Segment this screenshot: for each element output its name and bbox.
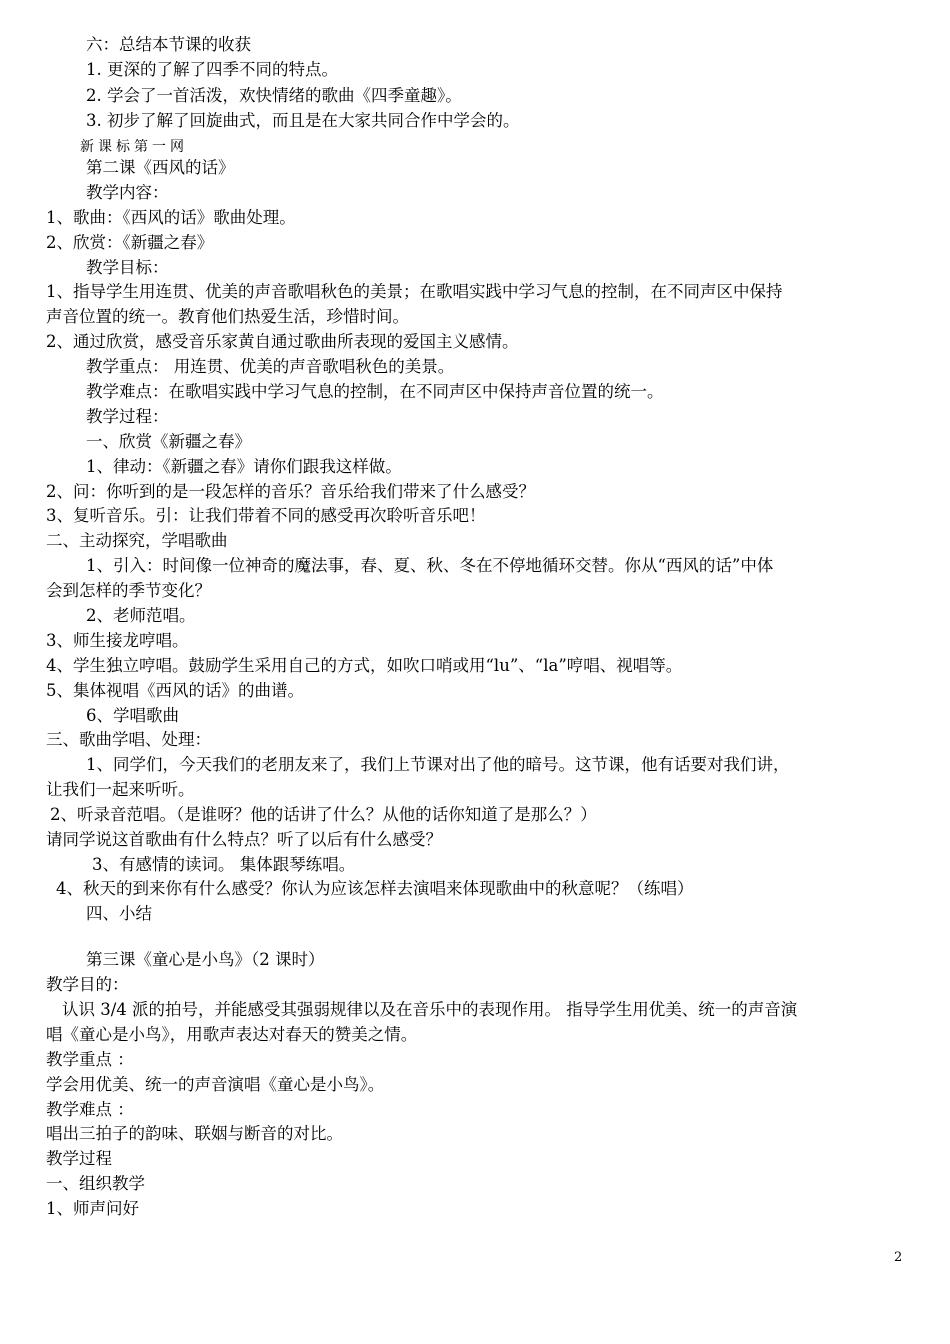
text-line: 1、指导学生用连贯、优美的声音歌唱秋色的美景；在歌唱实践中学习气息的控制，在不同声区中保持 [46, 282, 783, 301]
text-line: 3、复听音乐。引：让我们带着不同的感受再次聆听音乐吧！ [46, 506, 486, 525]
text-line: 4、学生独立哼唱。鼓励学生采用自己的方式，如吹口哨或用“lu”、“la”哼唱、视唱等。 [46, 656, 683, 675]
text-line: 四、小结 [86, 904, 152, 923]
text-line: 教学难点 ： [46, 1100, 134, 1119]
text-line: 2、欣赏：《新疆之春》 [46, 233, 214, 252]
text-line: 教学内容： [86, 183, 169, 202]
text-line: 第二课《西风的话》 [86, 158, 235, 177]
text-line: 教学目的： [46, 975, 129, 994]
text-line: 唱《童心是小鸟》，用歌声表达对春天的赞美之情。 [46, 1025, 418, 1044]
text-line: 教学过程： [86, 407, 169, 426]
text-line: 2. 学会了一首活泼，欢快情绪的歌曲《四季童趣》。 [86, 86, 462, 105]
text-line: 教学难点：在歌唱实践中学习气息的控制，在不同声区中保持声音位置的统一。 [86, 382, 664, 401]
text-line: 让我们一起来听听。 [46, 780, 195, 799]
text-line: 学会用优美、统一的声音演唱《童心是小鸟》。 [46, 1075, 385, 1094]
watermark-text: 新课标第一网 [80, 139, 188, 155]
text-line: 二、主动探究，学唱歌曲 [46, 531, 228, 550]
text-line: 1、同学们，今天我们的老朋友来了，我们上节课对出了他的暗号。这节课，他有话要对我们讲， [86, 755, 790, 774]
text-line: 唱出三拍子的韵味、联姻与断音的对比。 [46, 1124, 343, 1143]
text-line: 1. 更深的了解了四季不同的特点。 [86, 60, 338, 79]
text-line: 2、通过欣赏，感受音乐家黄自通过歌曲所表现的爱国主义感情。 [46, 332, 519, 351]
text-line: 4、秋天的到来你有什么感受？你认为应该怎样去演唱来体现歌曲中的秋意呢？（练唱） [56, 879, 694, 898]
text-line: 教学重点 ： [46, 1050, 134, 1069]
text-line: 声音位置的统一。教育他们热爱生活，珍惜时间。 [46, 307, 409, 326]
page-number: 2 [894, 1250, 903, 1265]
text-line: 1、歌曲：《西风的话》歌曲处理。 [46, 208, 296, 227]
text-line: 2、问：你听到的是一段怎样的音乐？音乐给我们带来了什么感受？ [46, 482, 535, 501]
text-line: 3、有感情的读词。 集体跟琴练唱。 [92, 855, 356, 874]
text-line: 5、集体视唱《西风的话》的曲谱。 [46, 681, 304, 700]
text-line: 六：总结本节课的收获 [86, 35, 251, 54]
text-line: 教学过程 [46, 1149, 112, 1168]
text-line: 1、律动：《新疆之春》请你们跟我这样做。 [86, 457, 402, 476]
text-line: 请同学说这首歌曲有什么特点？听了以后有什么感受？ [46, 830, 442, 849]
text-line: 三、歌曲学唱、处理： [46, 730, 211, 749]
text-line: 第三课《童心是小鸟》（2 课时） [86, 950, 325, 969]
text-line: 会到怎样的季节变化？ [46, 581, 211, 600]
text-line: 1、引入：时间像一位神奇的魔法事，春、夏、秋、冬在不停地循环交替。你从“西风的话”中体 [86, 556, 774, 575]
text-line: 教学目标： [86, 258, 169, 277]
text-line: 2、老师范唱。 [86, 606, 196, 625]
text-line: 3、师生接龙哼唱。 [46, 631, 189, 650]
text-line: 3. 初步了解了回旋曲式，而且是在大家共同合作中学会的。 [86, 111, 520, 130]
text-line: 教学重点： 用连贯、优美的声音歌唱秋色的美景。 [86, 357, 455, 376]
text-line: 认识 3/4 派的拍号，并能感受其强弱规律以及在音乐中的表现作用。 指导学生用优美、统一的声音演 [62, 1000, 798, 1019]
text-line: 一、欣赏《新疆之春》 [86, 432, 251, 451]
text-line: 6、学唱歌曲 [86, 706, 179, 725]
text-line: 一、组织教学 [46, 1174, 145, 1193]
text-line: 2、听录音范唱。（是谁呀？他的话讲了什么？从他的话你知道了是那么？） [50, 805, 597, 824]
text-line: 1、师声问好 [46, 1199, 139, 1218]
